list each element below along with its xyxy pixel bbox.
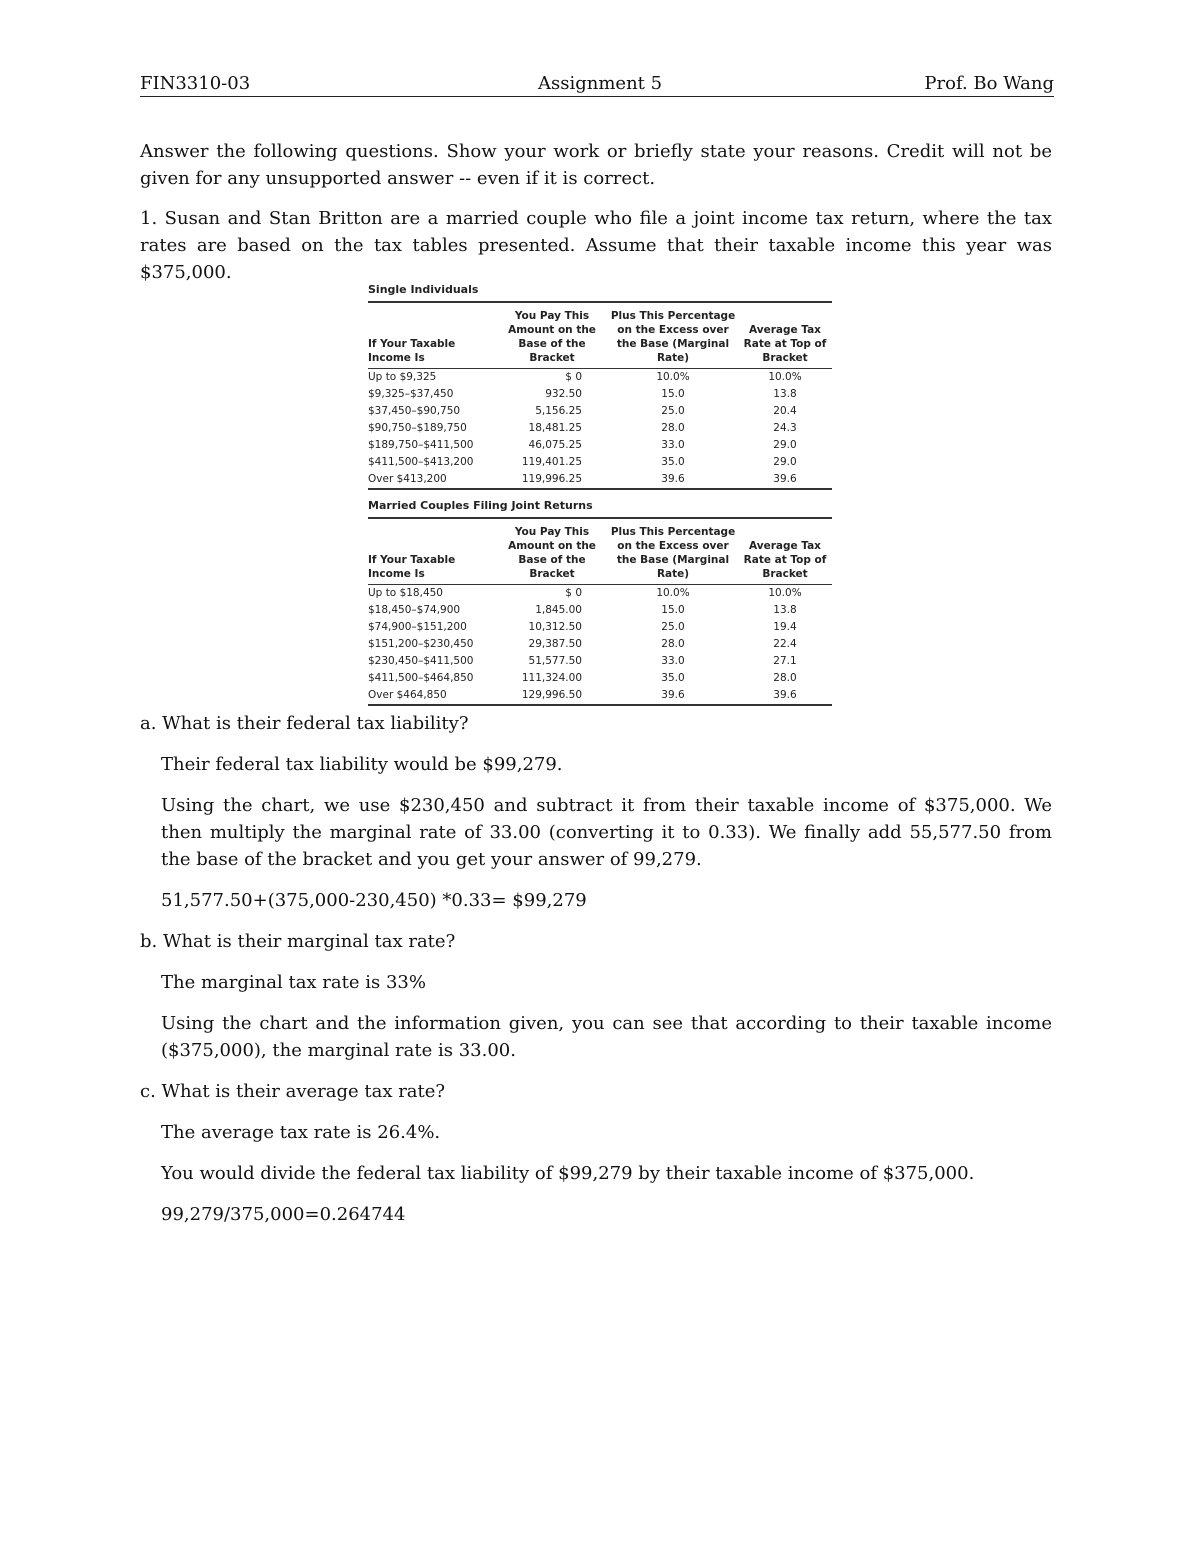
table-row bbox=[368, 670, 832, 687]
avg-cell: 10.0% bbox=[768, 587, 802, 599]
question-c: c. What is their average tax rate? bbox=[140, 1081, 446, 1102]
course-code: FIN3310-03 bbox=[140, 73, 251, 94]
income-cell: $151,200–$230,450 bbox=[368, 638, 474, 650]
pct-cell: 15.0 bbox=[661, 604, 685, 616]
avg-cell: 39.6 bbox=[738, 687, 832, 705]
assignment-title: Assignment 5 bbox=[538, 73, 663, 94]
question-1: 1. Susan and Stan Britton are a married couple who file a joint income tax return, where the tax rates are based on the tax tables presented. Assume that their taxable income this year was $375,000. bbox=[140, 208, 1052, 283]
instructions: Answer the following questions. Show your work or briefly state your reasons. Credit will not be given for any unsupported answer -- even if it is correct. bbox=[140, 141, 1052, 189]
avg-cell: 10.0% bbox=[768, 371, 802, 383]
avg-cell: 24.3 bbox=[773, 422, 797, 434]
base-cell: 18,481.25 bbox=[528, 422, 582, 434]
question-a: a. What is their federal tax liability? bbox=[140, 713, 469, 734]
col-base-header: You Pay This Amount on the Base of the Bracket bbox=[496, 518, 608, 585]
base-cell: 1,845.00 bbox=[535, 604, 582, 616]
tax-tables bbox=[368, 282, 832, 706]
avg-cell: 13.8 bbox=[773, 604, 797, 616]
pct-cell: 25.0 bbox=[661, 405, 685, 417]
pct-cell: 10.0% bbox=[656, 587, 690, 599]
pct-cell: 25.0 bbox=[661, 621, 685, 633]
avg-cell: 22.4 bbox=[773, 638, 797, 650]
income-cell: $411,500–$464,850 bbox=[368, 672, 474, 684]
base-cell: 46,075.25 bbox=[528, 439, 582, 451]
single-table-title: Single Individuals bbox=[368, 283, 479, 296]
pct-cell: 33.0 bbox=[661, 439, 685, 451]
base-cell: $ 0 bbox=[565, 371, 582, 383]
explanation-c: You would divide the federal tax liability of $99,279 by their taxable income of $375,000. bbox=[161, 1163, 975, 1184]
table-row bbox=[368, 454, 832, 471]
base-cell: 5,156.25 bbox=[535, 405, 582, 417]
table-row bbox=[368, 602, 832, 619]
question-b: b. What is their marginal tax rate? bbox=[140, 931, 456, 952]
income-cell: Up to $18,450 bbox=[368, 587, 443, 599]
answer-b: The marginal tax rate is 33% bbox=[161, 972, 426, 993]
col-income-header: If Your Taxable Income Is bbox=[368, 302, 496, 369]
pct-cell: 35.0 bbox=[661, 456, 685, 468]
table-row bbox=[368, 687, 832, 705]
pct-cell: 39.6 bbox=[608, 471, 738, 489]
income-cell: Over $464,850 bbox=[368, 687, 496, 705]
base-cell: 932.50 bbox=[545, 388, 582, 400]
professor-name: Prof. Bo Wang bbox=[924, 73, 1054, 94]
avg-cell: 27.1 bbox=[773, 655, 797, 667]
col-base-header: You Pay This Amount on the Base of the Bracket bbox=[496, 302, 608, 369]
page-header bbox=[140, 74, 1054, 97]
pct-cell: 28.0 bbox=[661, 422, 685, 434]
table-row bbox=[368, 369, 832, 387]
col-avg-header: Average Tax Rate at Top of Bracket bbox=[738, 518, 832, 585]
base-cell: $ 0 bbox=[565, 587, 582, 599]
pct-cell: 15.0 bbox=[661, 388, 685, 400]
avg-cell: 39.6 bbox=[738, 471, 832, 489]
col-pct-header: Plus This Percentage on the Excess over the Base (Marginal Rate) bbox=[608, 518, 738, 585]
base-cell: 119,401.25 bbox=[521, 456, 582, 468]
single-tax-table bbox=[368, 301, 832, 490]
col-income-header: If Your Taxable Income Is bbox=[368, 518, 496, 585]
answer-a: Their federal tax liability would be $99,279. bbox=[161, 754, 563, 775]
avg-cell: 29.0 bbox=[773, 456, 797, 468]
table-row bbox=[368, 403, 832, 420]
income-cell: $411,500–$413,200 bbox=[368, 456, 474, 468]
col-avg-header: Average Tax Rate at Top of Bracket bbox=[738, 302, 832, 369]
table-row bbox=[368, 386, 832, 403]
base-cell: 129,996.50 bbox=[496, 687, 608, 705]
avg-cell: 20.4 bbox=[773, 405, 797, 417]
col-pct-header: Plus This Percentage on the Excess over the Base (Marginal Rate) bbox=[608, 302, 738, 369]
income-cell: $230,450–$411,500 bbox=[368, 655, 474, 667]
table-row bbox=[368, 437, 832, 454]
table-row bbox=[368, 636, 832, 653]
table-row bbox=[368, 420, 832, 437]
income-cell: Up to $9,325 bbox=[368, 371, 437, 383]
married-table-title: Married Couples Filing Joint Returns bbox=[368, 499, 593, 512]
formula-c: 99,279/375,000=0.264744 bbox=[161, 1204, 406, 1225]
income-cell: $189,750–$411,500 bbox=[368, 439, 474, 451]
married-tax-table bbox=[368, 517, 832, 706]
base-cell: 29,387.50 bbox=[528, 638, 582, 650]
pct-cell: 28.0 bbox=[661, 638, 685, 650]
avg-cell: 28.0 bbox=[773, 672, 797, 684]
table-row bbox=[368, 619, 832, 636]
avg-cell: 19.4 bbox=[773, 621, 797, 633]
table-row bbox=[368, 471, 832, 489]
explanation-a: Using the chart, we use $230,450 and subtract it from their taxable income of $375,000. We then multiply the marginal rate of 33.00 (converting it to 0.33). We finally add 55,577.50 from the base of the bracket and you get your answer of 99,279. bbox=[161, 795, 1052, 870]
pct-cell: 35.0 bbox=[661, 672, 685, 684]
table-row bbox=[368, 585, 832, 603]
base-cell: 10,312.50 bbox=[528, 621, 582, 633]
income-cell: $74,900–$151,200 bbox=[368, 621, 467, 633]
explanation-b: Using the chart and the information given, you can see that according to their taxable income ($375,000), the marginal rate is 33.00. bbox=[161, 1013, 1052, 1061]
pct-cell: 39.6 bbox=[608, 687, 738, 705]
base-cell: 111,324.00 bbox=[521, 672, 582, 684]
avg-cell: 13.8 bbox=[773, 388, 797, 400]
income-cell: Over $413,200 bbox=[368, 471, 496, 489]
income-cell: $37,450–$90,750 bbox=[368, 405, 461, 417]
avg-cell: 29.0 bbox=[773, 439, 797, 451]
income-cell: $18,450–$74,900 bbox=[368, 604, 461, 616]
income-cell: $90,750–$189,750 bbox=[368, 422, 467, 434]
table-row bbox=[368, 653, 832, 670]
formula-a: 51,577.50+(375,000-230,450) *0.33= $99,279 bbox=[161, 890, 587, 911]
pct-cell: 10.0% bbox=[656, 371, 690, 383]
base-cell: 51,577.50 bbox=[528, 655, 582, 667]
income-cell: $9,325–$37,450 bbox=[368, 388, 454, 400]
answers-section bbox=[140, 710, 1052, 1228]
pct-cell: 33.0 bbox=[661, 655, 685, 667]
base-cell: 119,996.25 bbox=[496, 471, 608, 489]
answer-c: The average tax rate is 26.4%. bbox=[161, 1122, 441, 1143]
